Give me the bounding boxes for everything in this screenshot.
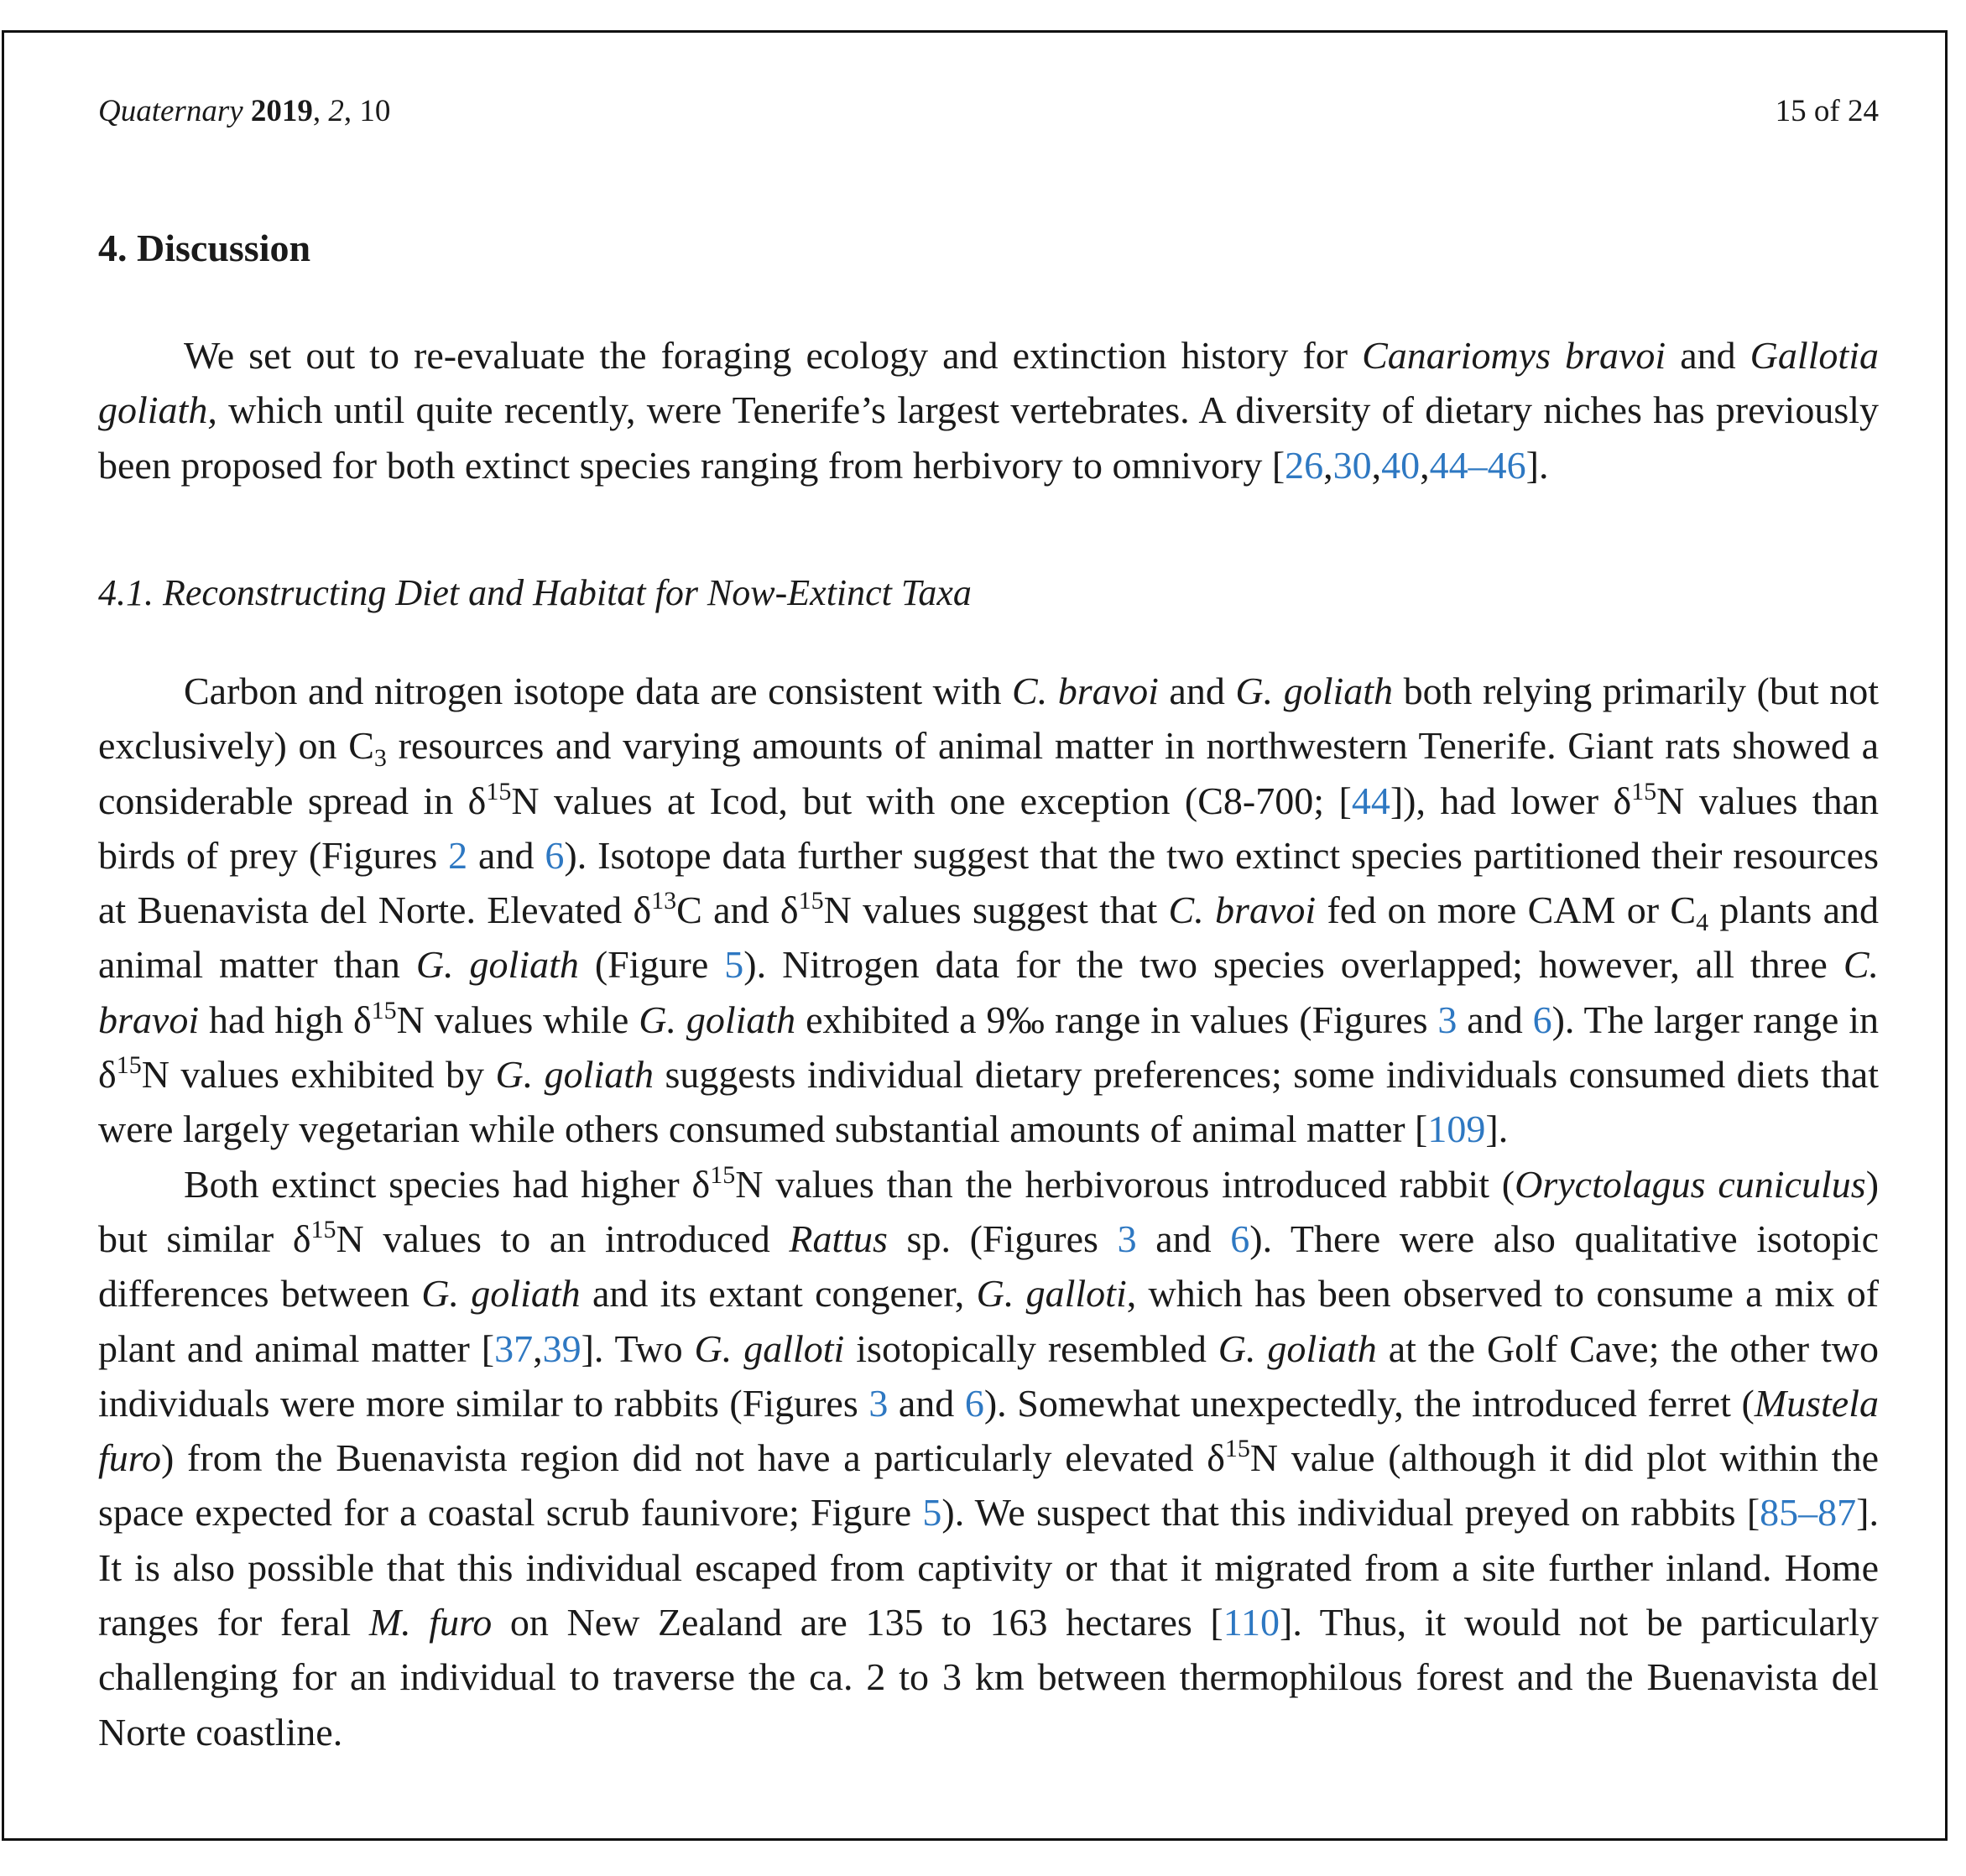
- ref-link[interactable]: 109: [1427, 1107, 1486, 1151]
- ref-link[interactable]: 30: [1332, 443, 1372, 487]
- figure-link[interactable]: 5: [922, 1491, 942, 1535]
- figure-link[interactable]: 6: [545, 833, 565, 877]
- figure-link[interactable]: 3: [1117, 1217, 1137, 1260]
- journal-citation: Quaternary 2019, 2, 10: [98, 94, 391, 128]
- journal-name: Quaternary: [98, 94, 243, 128]
- figure-link[interactable]: 5: [724, 943, 744, 987]
- subsection-heading: 4.1. Reconstructing Diet and Habitat for Now-Extinct Taxa: [98, 572, 972, 613]
- discussion-paragraph: We set out to re-evaluate the foraging ecology and extinction history for Canariomys bravoi and Gallotia goliath, which until quite recently, were Tenerife’s largest vertebrates. A diversity of dietary niches has previously been proposed for both extinct species ranging from herbivory to omnivory [26,30,40,44–46].: [98, 334, 1879, 487]
- figure-link[interactable]: 6: [1532, 998, 1552, 1041]
- ref-link[interactable]: 40: [1381, 443, 1421, 487]
- journal-article: 10: [359, 94, 391, 128]
- diet-paragraphs: [98, 664, 1879, 1759]
- ref-link[interactable]: 37: [494, 1326, 534, 1370]
- figure-link[interactable]: 6: [964, 1381, 984, 1425]
- journal-year: 2019: [250, 94, 313, 128]
- ref-link[interactable]: 110: [1223, 1601, 1280, 1644]
- running-header: [98, 93, 1879, 143]
- figure-link[interactable]: 2: [448, 833, 468, 877]
- section-heading: 4. Discussion: [98, 227, 311, 269]
- paragraph-comparison: Both extinct species had higher $\delta^{15}N$ values than the herbivorous introduced rabbit (Oryctolagus cuniculus) but similar $\delta^{15}N$ values to an introduced Rattus sp. (Figures 3 and 6). There were also qualitative isotopic differences between G. goliath and its extant congener, G. galloti, which has been observed to consume a mix of plant and animal matter [37,39]. Two G. galloti isotopically resembled G. goliath at the Golf Cave; the other two individuals were more similar to rabbits (Figures 3 and 6). Somewhat unexpectedly, the introduced ferret (Mustela furo) from the Buenavista region did not have a particularly elevated $\delta^{15}N$ value (although it did plot within the space expected for a coastal scrub faunivore; Figure 5). We suspect that this individual preyed on rabbits [85–87]. It is also possible that this individual escaped from captivity or that it migrated from a site further inland. Home ranges for feral M. furo on New Zealand are 135 to 163 hectares [110]. Thus, it would not be particularly challenging for an individual to traverse the ca. 2 to 3 km between thermophilous forest and the Buenavista del Norte coastline.: [98, 1160, 1880, 1754]
- ref-link[interactable]: 85–87: [1760, 1491, 1857, 1535]
- ref-link[interactable]: 39: [542, 1326, 581, 1370]
- ref-link[interactable]: 44–46: [1429, 443, 1526, 487]
- paragraph-carbon-nitrogen: Carbon and nitrogen isotope data are consistent with C. bravoi and G. goliath both relying primarily (but not exclusively) on $C_3$ resources and varying amounts of animal matter in northwestern Tenerife. Giant rats showed a considerable spread in $\delta^{15}N$ values at Icod, but with one exception (C8-700; [44]), had lower $\delta^{15}N$ values than birds of prey (Figures 2 and 6). Isotope data further suggest that the two extinct species partitioned their resources at Buenavista del Norte. Elevated $\delta^{13}C$ and $\delta^{15}N$ values suggest that C. bravoi fed on more CAM or $C_4$ plants and animal matter than G. goliath (Figure 5). Nitrogen data for the two species overlapped; however, all three C. bravoi had high $\delta^{15}N$ values while G. goliath exhibited a 9‰ range in values (Figures 3 and 6). The larger range in $\delta^{15}N$ values exhibited by G. goliath suggests individual dietary preferences; some individuals consumed diets that were largely vegetarian while others consumed substantial amounts of animal matter [109].: [98, 670, 1880, 1151]
- figure-link[interactable]: 6: [1230, 1217, 1250, 1260]
- ref-link[interactable]: 26: [1285, 443, 1324, 487]
- ref-link[interactable]: 44: [1351, 779, 1390, 822]
- journal-volume: 2: [328, 94, 344, 128]
- page-indicator: 15 of 24: [1775, 94, 1879, 128]
- page-frame: [2, 30, 1948, 1841]
- figure-link[interactable]: 3: [868, 1381, 889, 1425]
- figure-link[interactable]: 3: [1437, 998, 1458, 1041]
